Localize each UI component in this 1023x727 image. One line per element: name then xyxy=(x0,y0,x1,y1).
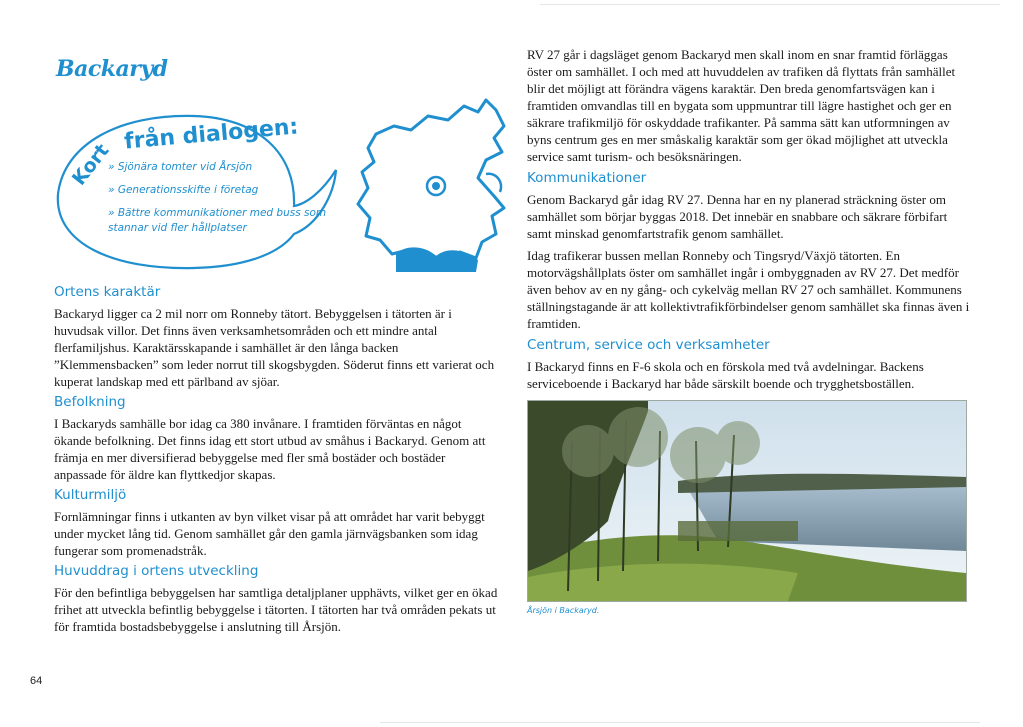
ortens-heading: Ortens karaktär xyxy=(54,284,161,300)
kommunikationer-heading: Kommunikationer xyxy=(527,170,647,186)
centrum-heading: Centrum, service och verksamheter xyxy=(527,337,770,353)
rv27-text: RV 27 går i dagsläget genom Backaryd men skall inom en snar framtid förläggas öster om samhället. I och med att huvuddelen av trafiken då flyttats från samhället blir det möjligt att förändra vägens karaktär. Den breda genomfartsvägen kan i framtiden omvandlas till en bygata som uppmuntrar till lägre hastighet och ger en säkrare trafikmiljö för oskyddade trafikanter. På samma sätt kan utformningen av byns centrum ges en mer småskalig karaktär som ger ökad möjlighet att utveckla service samt turism- och besöksnäringen. xyxy=(527,47,956,164)
page-number: 64 xyxy=(30,675,43,687)
location-map-icon xyxy=(336,86,526,276)
dialog-title: från dialogen: xyxy=(123,114,300,155)
centrum-text: I Backaryd finns en F-6 skola och en förskola med två avdelningar. Backens serviceboende i Backaryd har både särskilt boende och trygghetsboställen. xyxy=(527,359,924,391)
kultur-text: Fornlämningar finns i utkanten av byn vilket visar på att området har varit bebyggt under mycket lång tid. Genom samhället går den gamla järnvägsbanken som idag fungerar som promenadstråk. xyxy=(54,509,485,558)
befolkning-heading: Befolkning xyxy=(54,394,126,410)
kommunikationer-text-1: Genom Backaryd går idag RV 27. Denna har en ny planerad sträckning öster om samhället som börjar byggas 2018. Det innebär en snabbare och säkrare förbifart samt minskad genomfartstrafik genom samhället. xyxy=(527,192,948,241)
kultur-heading: Kulturmiljö xyxy=(54,487,127,503)
dialog-item: » Generationsskifte i företag xyxy=(108,184,259,196)
right-column xyxy=(527,46,973,615)
dialog-item: » Sjönära tomter vid Årsjön xyxy=(108,161,253,173)
photo-caption: Årsjön i Backaryd. xyxy=(527,606,600,615)
dialog-list xyxy=(108,160,328,244)
page-title: Backaryd xyxy=(56,56,168,82)
lake-photo xyxy=(527,400,967,602)
kommunikationer-text-2: Idag trafikerar bussen mellan Ronneby och Tingsryd/Växjö tätorten. En motorvägshållplats öster om samhället ingår i ombyggnaden av RV 27. Det medför även behov av en ny gång- och cykelväg mellan RV 27 och samhället. Kommunens ställningstagande är att kollektivtrafikförbindelser genom samhället ska finnas även i framtiden. xyxy=(527,248,970,331)
huvuddrag-heading: Huvuddrag i ortens utveckling xyxy=(54,563,259,579)
huvuddrag-text: För den befintliga bebyggelsen har samtliga detaljplaner upphävts, vilket ger en ökad frihet att utveckla befintlig bebyggelse i tätorten. I tätorten har två områden pekats ut för framtida bostadsbebyggelse i anslutning till Årsjön. xyxy=(54,585,498,634)
dialog-bubble xyxy=(54,84,501,280)
top-rule xyxy=(540,4,1000,5)
dialog-item: » Bättre kommunikationer med buss som stannar vid fler hållplatser xyxy=(108,207,327,234)
befolkning-text: I Backaryds samhälle bor idag ca 380 invånare. I framtiden förväntas en något ökande befolkning. Det finns idag ett stort utbud av småhus i Backaryd. Genom att främja en mer diversifierad bebyggelse med fler små bostäder och bostäder anpassade för äldre kan flyttkedjor skapas. xyxy=(54,416,486,482)
ortens-text: Backaryd ligger ca 2 mil norr om Ronneby tätort. Bebyggelsen i tätorten är i huvudsak villor. Det finns även verksamhetsområden och ett mindre antal flerfamiljshus. Karaktärsskapande i samhället är den långa backen ”Klemmensbacken” som leder norrut till skogsbygden. Söderut finns ett varierat och kuperat landskap med ett pärlband av sjöar. xyxy=(54,306,495,389)
bottom-rule xyxy=(380,722,980,723)
lake-photo-illustration xyxy=(528,401,966,601)
left-column xyxy=(54,56,501,639)
kort-label: Kort xyxy=(68,139,114,190)
